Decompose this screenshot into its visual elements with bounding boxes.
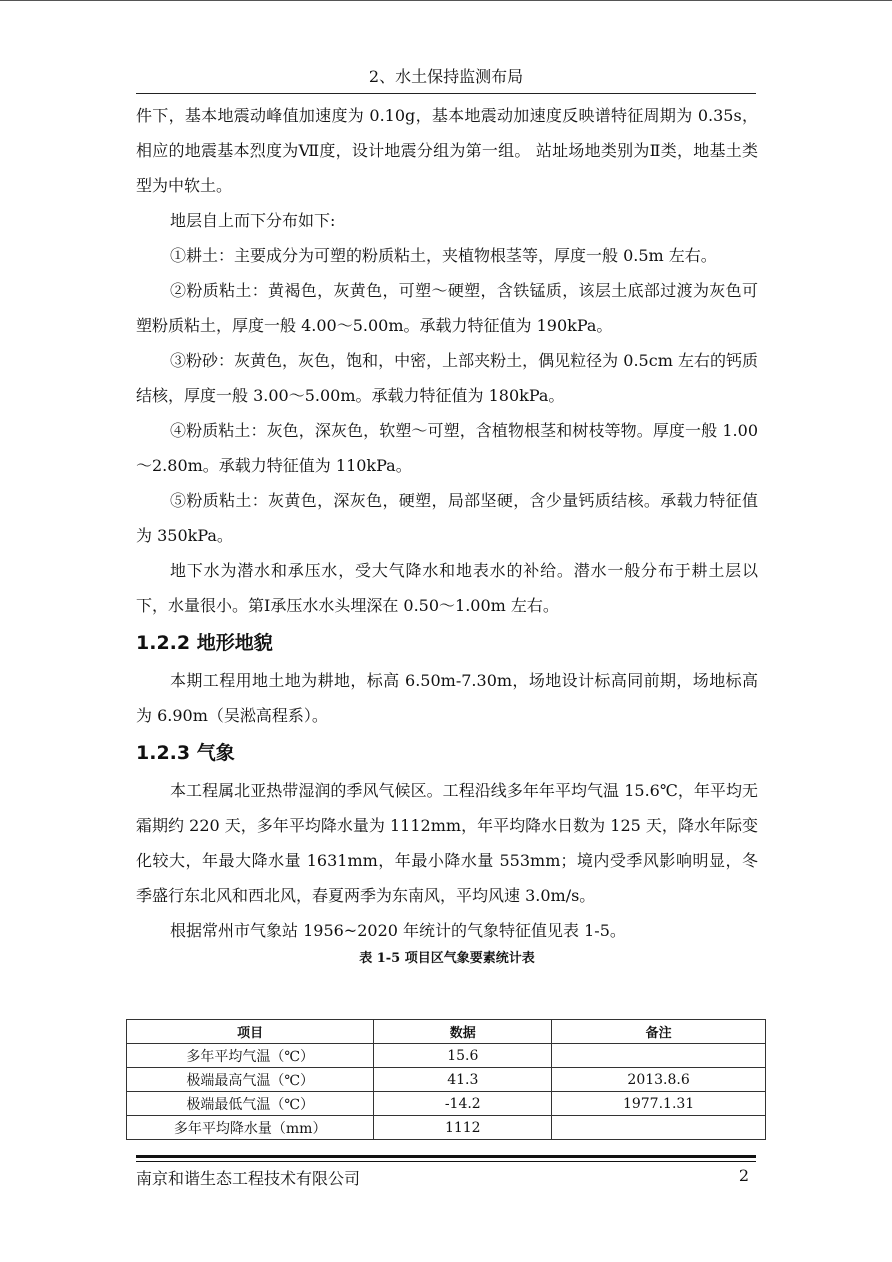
table-header-cell: 项目 [127, 1020, 374, 1044]
footer-rule [136, 1155, 756, 1158]
table-cell: -14.2 [374, 1092, 552, 1116]
climate-table [126, 1019, 766, 1140]
section-heading-terrain: 1.2.2 地形地貌 [136, 632, 273, 654]
table-cell: 极端最低气温（℃） [127, 1092, 374, 1116]
paragraph-strata-intro: 地层自上而下分布如下: [170, 211, 336, 230]
table-row [127, 1044, 766, 1068]
table-header-cell: 备注 [552, 1020, 766, 1044]
paragraph-layer-1: ①耕土：主要成分为可塑的粉质粘土，夹植物根茎等，厚度一般 0.5m 左右。 [170, 246, 717, 265]
table-cell: 15.6 [374, 1044, 552, 1068]
paragraph-layer-3: ③粉砂：灰黄色，灰色，饱和，中密，上部夹粉土，偶见粒径为 0.5cm 左右的钙质结核，厚度一般 3.00～5.00m。承载力特征值为 180kPa。 [136, 351, 758, 405]
table-cell: 多年平均降水量（mm） [127, 1116, 374, 1140]
table-header-cell: 数据 [374, 1020, 552, 1044]
footer-rule-thin [136, 1161, 756, 1162]
footer-company: 南京和谐生态工程技术有限公司 [136, 1169, 361, 1188]
page-number: 2 [738, 1166, 749, 1185]
table-cell: 2013.8.6 [552, 1068, 766, 1092]
running-header: 2、水土保持监测布局 [368, 67, 524, 86]
paragraph-seismic: 件下，基本地震动峰值加速度为 0.10g，基本地震动加速度反映谱特征周期为 0.35s，相应的地震基本烈度为Ⅶ度，设计地震分组为第一组。 站址场地类别为Ⅱ类，地基土类型为中软土。 [136, 106, 758, 195]
paragraph-terrain: 本期工程用地土地为耕地，标高 6.50m-7.30m，场地设计标高同前期，场地标高为 6.90m（吴淞高程系）。 [136, 671, 758, 725]
section-heading-climate: 1.2.3 气象 [136, 742, 235, 764]
paragraph-layer-2: ②粉质粘土：黄褐色，灰黄色，可塑～硬塑，含铁锰质，该层土底部过渡为灰色可塑粉质粘土，厚度一般 4.00～5.00m。承载力特征值为 190kPa。 [136, 281, 758, 335]
paragraph-climate-table-ref: 根据常州市气象站 1956~2020 年统计的气象特征值见表 1-5。 [170, 921, 626, 940]
paragraph-layer-4: ④粉质粘土：灰色，深灰色，软塑～可塑，含植物根茎和树枝等物。厚度一般 1.00～2.80m。承载力特征值为 110kPa。 [136, 421, 758, 475]
table-row [127, 1068, 766, 1092]
table-cell: 极端最高气温（℃） [127, 1068, 374, 1092]
paragraph-climate: 本工程属北亚热带湿润的季风气候区。工程沿线多年年平均气温 15.6℃，年平均无霜期约 220 天，多年平均降水量为 1112mm，年平均降水日数为 125 天，降水年际变化较大，年最大降水量 1631mm，年最小降水量 553mm；境内受季风影响明显，冬季盛行东北风和西北风，春夏两季为东南风，平均风速 3.0m/s。 [136, 781, 758, 905]
header-rule [136, 93, 756, 94]
table-cell [552, 1116, 766, 1140]
table-header-row [127, 1020, 766, 1044]
table-cell [552, 1044, 766, 1068]
table-row [127, 1092, 766, 1116]
table-cell: 41.3 [374, 1068, 552, 1092]
paragraph-groundwater: 地下水为潜水和承压水，受大气降水和地表水的补给。潜水一般分布于耕土层以下，水量很小。第Ⅰ承压水水头埋深在 0.50～1.00m 左右。 [136, 561, 758, 615]
paragraph-layer-5: ⑤粉质粘土：灰黄色，深灰色，硬塑，局部坚硬，含少量钙质结核。承载力特征值为 350kPa。 [136, 491, 758, 545]
table-cell: 多年平均气温（℃） [127, 1044, 374, 1068]
table-cell: 1977.1.31 [552, 1092, 766, 1116]
table-cell: 1112 [374, 1116, 552, 1140]
table-row [127, 1116, 766, 1140]
page-body [136, 98, 758, 968]
page-top-border [0, 0, 892, 1]
table-caption: 表 1-5 项目区气象要素统计表 [359, 951, 535, 966]
